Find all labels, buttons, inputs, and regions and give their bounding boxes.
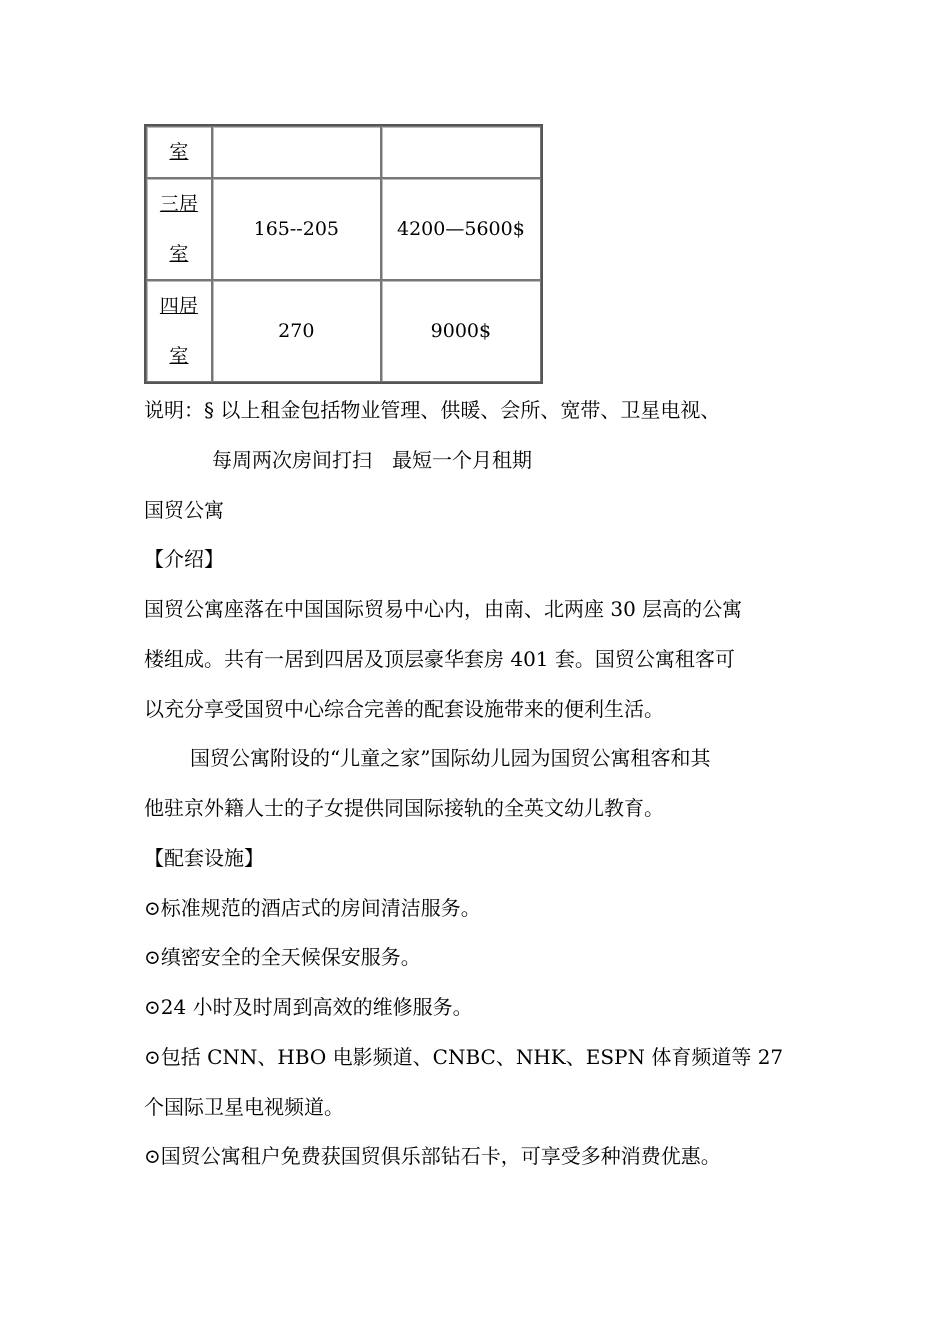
apartment-type-link[interactable]: 室 [169,141,189,163]
table-cell-area: 270 [212,280,381,382]
table-cell-area: 165--205 [212,178,381,280]
apartment-type-link[interactable]: 三居室 [159,193,198,265]
facilities-heading: 【配套设施】 [144,846,264,870]
facility-item: ⊙标准规范的酒店式的房间清洁服务。 [144,896,481,920]
note-line-2: 每周两次房间打扫 最短一个月租期 [212,448,532,472]
rent-table [144,124,543,384]
note-line-1: 说明：§ 以上租金包括物业管理、供暖、会所、宽带、卫星电视、 [144,398,721,422]
table-cell-price: 4200—5600$ [381,178,541,280]
intro-paragraph-1-line-2: 楼组成。共有一居到四居及顶层豪华套房 401 套。国贸公寓租客可 [144,647,735,671]
intro-paragraph-2-line-2: 他驻京外籍人士的子女提供同国际接轨的全英文幼儿教育。 [144,796,664,820]
table-row [146,126,541,178]
intro-paragraph-1-line-1: 国贸公寓座落在中国国际贸易中心内，由南、北两座 30 层高的公寓 [144,597,743,621]
intro-heading: 【介绍】 [144,547,224,571]
intro-paragraph-2-line-1: 国贸公寓附设的“儿童之家”国际幼儿园为国贸公寓租客和其 [190,746,711,770]
table-cell-price [381,126,541,178]
intro-paragraph-1-line-3: 以充分享受国贸中心综合完善的配套设施带来的便利生活。 [144,697,664,721]
facility-item: ⊙国贸公寓租户免费获国贸俱乐部钻石卡，可享受多种消费优惠。 [144,1144,721,1168]
apartment-type-link[interactable]: 四居室 [159,295,198,367]
table-cell-type [146,280,212,382]
facility-item-continuation: 个国际卫星电视频道。 [144,1095,344,1119]
facility-item: ⊙24 小时及时周到高效的维修服务。 [144,995,473,1019]
table-cell-price: 9000$ [381,280,541,382]
facility-item: ⊙缜密安全的全天候保安服务。 [144,945,421,969]
table-cell-type [146,126,212,178]
table-cell-area [212,126,381,178]
table-cell-type [146,178,212,280]
table-row [146,280,541,382]
table-row [146,178,541,280]
facility-item: ⊙包括 CNN、HBO 电影频道、CNBC、NHK、ESPN 体育频道等 27 [144,1045,784,1069]
section-title: 国贸公寓 [144,498,224,522]
